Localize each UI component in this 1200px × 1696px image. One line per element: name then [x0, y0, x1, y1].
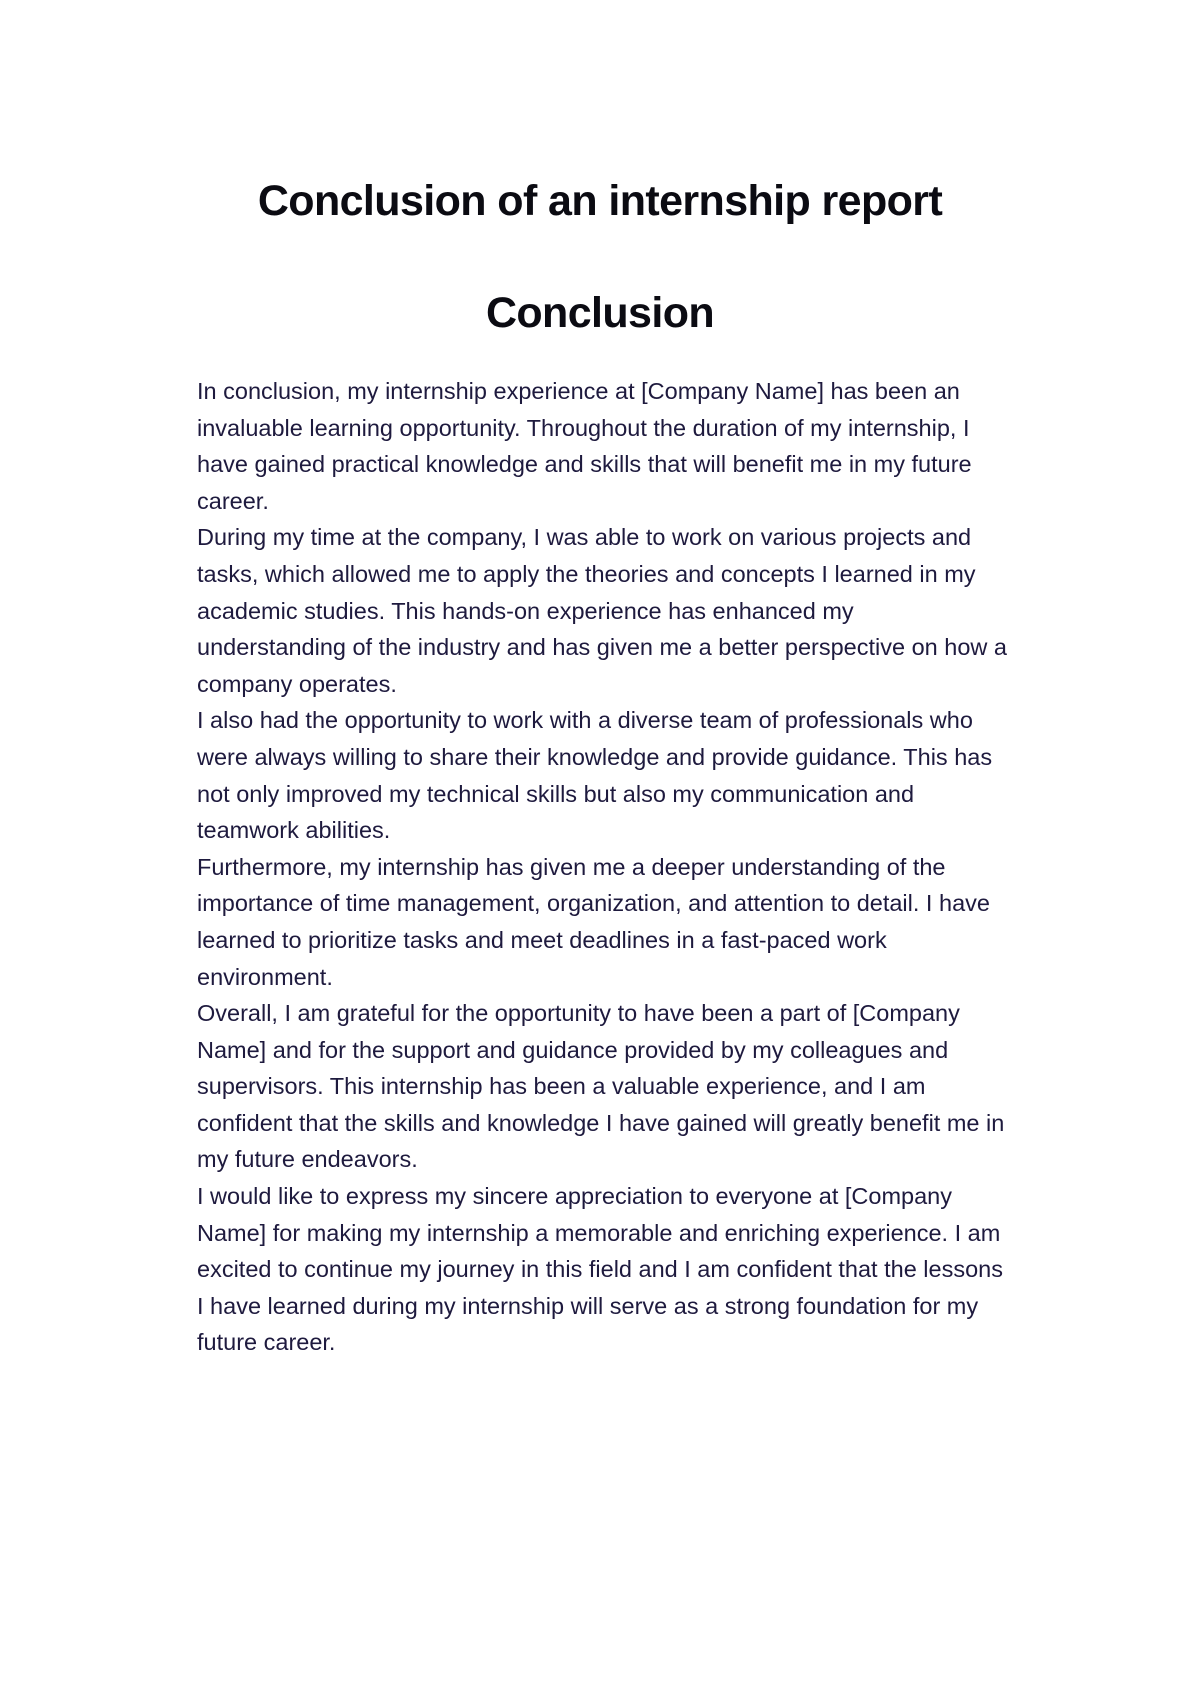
- paragraph: Furthermore, my internship has given me a deeper understanding of the importance of time management, organization, and attention to detail. I have learned to prioritize tasks and meet deadlines in a fast-paced work environment.: [197, 853, 990, 990]
- section-heading: Conclusion: [485, 289, 715, 337]
- paragraph: I would like to express my sincere appreciation to everyone at [Company Name] for making my internship a memorable and enriching experience. I am excited to continue my journey in this field and I am confident that the lessons I have learned during my internship will serve as a strong foundation for my future career.: [197, 1183, 1003, 1356]
- body-text: [197, 373, 1007, 1361]
- paragraph: In conclusion, my internship experience at [Company Name] has been an invaluable learning opportunity. Throughout the duration of my internship, I have gained practical knowledge and skills that will benefit me in my future career.: [197, 378, 972, 514]
- paragraph: Overall, I am grateful for the opportunity to have been a part of [Company Name] and for the support and guidance provided by my colleagues and supervisors. This internship has been a valuable experience, and I am confident that the skills and knowledge I have gained will greatly benefit me in my future endeavors.: [197, 1000, 1005, 1173]
- paragraph: During my time at the company, I was able to work on various projects and tasks, which allowed me to apply the theories and concepts I learned in my academic studies. This hands-on experience has enhanced my understanding of the industry and has given me a better perspective on how a company operates.: [197, 524, 1007, 697]
- paragraph: I also had the opportunity to work with a diverse team of professionals who were always willing to share their knowledge and provide guidance. This has not only improved my technical skills but also my communication and teamwork abilities.: [197, 707, 993, 844]
- document-title: Conclusion of an internship report: [257, 177, 943, 225]
